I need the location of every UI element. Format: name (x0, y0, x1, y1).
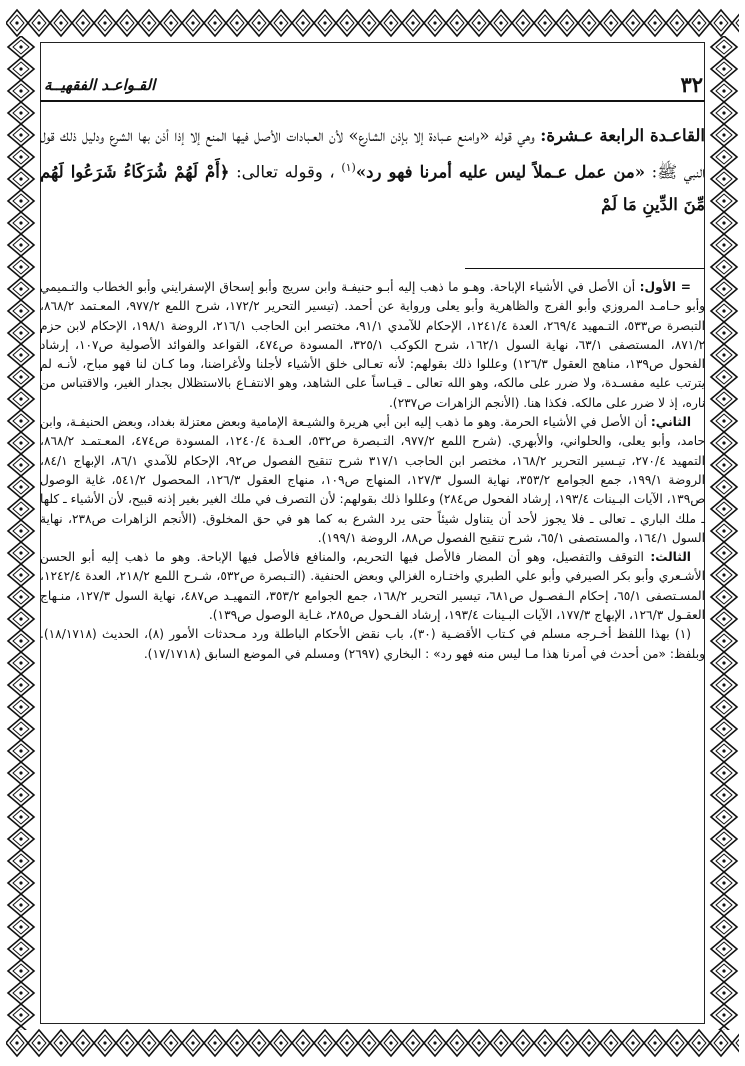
note-lead-first: = الأول: (639, 280, 692, 294)
footnote-reference: (١) (341, 161, 356, 174)
footnote-separator (465, 268, 705, 269)
footnote-1: (١) بهذا اللفظ أخـرجه مسلم في كـتاب الأقضـية (٣٠)، باب نقض الأحكام الباطلة ورد مـحدثات الأمور (٨)، الحديث (١٨/١٧١٨). وبلفظ: «من أحدث في أمرنا هذا مـا ليس منه فهو رد» : البخاري (٢٦٩٧) ومسلم في الموضع السابق (١٧/١٧١٨). (40, 627, 705, 661)
border-left-ornament (6, 36, 36, 1030)
border-right-ornament (709, 36, 739, 1030)
rule-text: وهي قوله «وامنع عـبادة إلا بإذن الشارع» لأن العـبادات الأصل فيها المنع إلا إذا أذن بها الشرع ودليل ذلك قول النبي ﷺ: (40, 126, 705, 182)
note-text-third: التوقف والتفصيل، وهو أن المضار فالأصل فيها التحريم، والمنافع فالأصل فيها الإباحة. وهو ما ذهب إليه أبو الحسن الأشـعري وأبو بكر الصيرفي وأبو علي الطبري واختـاره الغزالي وبعض الحنفية. (التـبصرة ص٥٣٢، شـرح اللمع ٢١٨/٢، العدة ١٢٤٢/٤، المسـتصفى ٦٥/١، إحكام الـفصـول ص٦٨١، تيسير التحرير ١٦٨/٢، جمع الجوامع ٣٥٣/٢، التمهيـد ص٤٨٧، نهاية السول ١٢٧/٣، منـهاج العقـول ١٢٦/٣، الإبهاج ١٧٧/٣، الآيات البـينات ١٩٣/٤، إرشاد الفـحول ص٢٨٥، غـاية الوصول ص١٣٩). (40, 550, 705, 623)
after-hadith-text: ، وقوله تعالى: (229, 162, 342, 182)
main-text (40, 120, 705, 221)
running-title: القـواعـد الفقهيــة (44, 76, 156, 94)
note-lead-second: الثاني: (650, 415, 691, 430)
note-paragraph-third (40, 548, 705, 625)
note-text-first: أن الأصل في الأشياء الإباحة. وهـو ما ذهب إليه أبـو حنيفـة وابن سريج وأبو إسحاق الإسفرايني وأبو الخطاب والتـميمي وأبو حـامـد المروزي وأبو الفرج والظاهرية وأبو يعلى ورواية عن أحمد. (تيسير التحرير ١٧٢/٢، شرح اللمع ٩٧٧/٢، المعـتمد ٨٦٨/٢، التبصرة ص٥٣٣، التـمهيد ٢٦٩/٤، العدة ١٢٤١/٤، الإحكام للآمدي ٩١/١، مختصر ابن الحاجب ٢١٦/١، الروضة ١٩٨/١، الإحكام لابن حزم ٨٧١/٢، المستصفى ٦٣/١، نهاية السول ١٦٢/١، شرح الكوكب ٣٢٥/١، المسودة ص٤٧٤، القواعد والفوائد الأصولية ص١٠٧، إرشاد الفحول ص١٣٩، مناهج العقول ١٢٦/٣) وعللوا ذلك بقولهم: لأنه تعـالى خلق الأشياء لأجلنا ولأغراضنا، وما كـان لنا فهو مباح، لأنـه لم يترتب عليه مفسـدة، ولا ضرر على مالكه، وهو الله تعالى ـ قيـاساً على الشاهد، وهو الانتفـاع بالاستظلال بجدار الغير، والاقتباس من ناره، إذ لا ضرر على مالكه. فكذا هنا. (الأنجم الزاهرات ص٢٣٧). (40, 280, 706, 410)
note-paragraph-first (40, 278, 705, 413)
footnotes (40, 278, 705, 664)
note-lead-third: الثالث: (650, 550, 691, 565)
hadith-text: «من عمل عـملاً ليس عليه أمرنا فهو رد» (355, 162, 646, 182)
quran-verse: ﴿أَمْ لَهُمْ شُرَكَاءُ شَرَعُوا لَهُم مِّنَ الدِّينِ مَا لَمْ (40, 162, 705, 214)
border-bottom-ornament (6, 1026, 739, 1060)
note-paragraph-second (40, 413, 705, 548)
page-number: ٣٢ (680, 72, 703, 97)
page-header (40, 74, 705, 102)
note-text-second: أن الأصل في الأشياء الحرمة. وهو ما ذهب إليه ابن أبي هريرة والشيـعة الإمامية وبعض معتزلة بغداد، وبعض الحنيفـة، وابن حامد، وأبو يعلى، والحلواني، والأبهري. (شرح اللمع ٩٧٧/٢، التـبصرة ص٥٣٢، العـدة ١٢٤٠/٤، المسودة ص٤٧٤، المعـتمـد ٨٦٨/٢، التمهيد ٢٧٠/٤، تيـسير التحرير ١٦٨/٢، مختصر ابن الحاجب ٣١٧/١ شرح تنقيح الفصول ص٩٢، الإحكام للآمدي ٨٦/١، الإبهاج ٨٤/١، الروضة ١٩٩/١، جمع الجوامع ٣٥٣/٢، نهاية السول ١٢٧/٣، المنهاج ص١٠٩، منهاج العقول ١٢٦/٣، المحصول ٥٤١/٢، غاية الوصول ص١٣٩، الآيات البـينات ١٩٣/٤، إرشاد الفحول ص٢٨٤) وعللوا ذلك بقولهم: لأن التصرف في ملك الغير بغير إذنه قبيح، لأن الأشياء ـ كلها ـ ملك الباري ـ تعالى ـ فلا يجوز لأحد أن يتناول شيئاً حتى يرد الشرع به كما هو في حق المخلوق. (الأنجم الزاهرات ص٢٣٨، نهاية السول ١٦٤/١، والمستصفى ٦٥/١، شرح تنقيح الفصول ص٨٨، الروضة ١٩٩/١). (40, 415, 706, 545)
border-top-ornament (6, 6, 739, 40)
rule-title: القاعـدة الرابعة عـشرة: (540, 126, 705, 145)
